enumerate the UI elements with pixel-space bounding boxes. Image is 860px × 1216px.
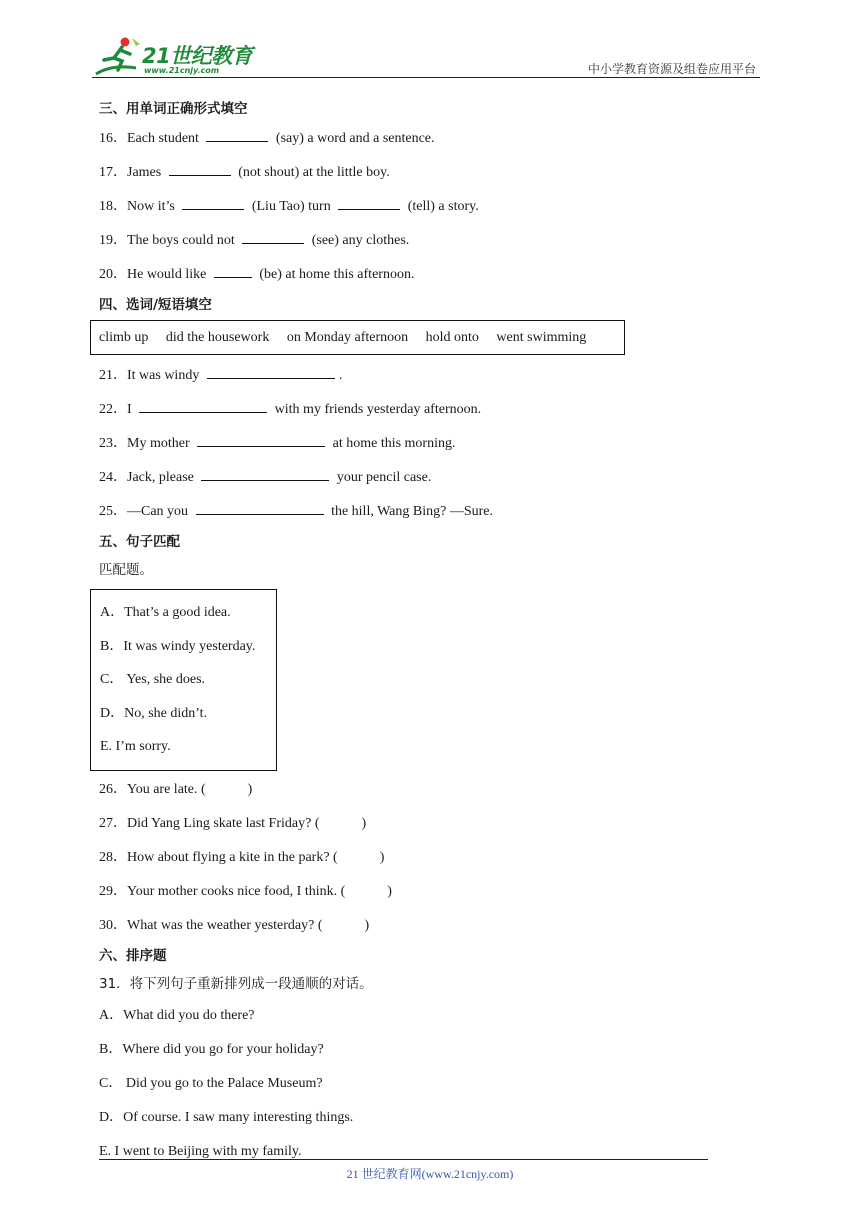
answer-blank[interactable] xyxy=(139,401,267,413)
worksheet-content xyxy=(99,96,699,1169)
question-25: 25．—Can you the hill, Wang Bing? —Sure. xyxy=(99,504,493,519)
question-28: 28．How about flying a kite in the park? ( ) xyxy=(99,850,385,865)
section-instruction: 匹配题。 xyxy=(99,562,153,578)
answer-blank[interactable] xyxy=(206,130,268,142)
question-16: 16．Each student (say) a word and a sentence. xyxy=(99,131,435,146)
word-option: went swimming xyxy=(496,330,587,345)
order-option: D．Of course. I saw many interesting things. xyxy=(99,1110,354,1125)
answer-blank[interactable] xyxy=(196,503,324,515)
question-18: 18．Now it’s (Liu Tao) turn (tell) a story. xyxy=(99,199,479,214)
answer-blank[interactable] xyxy=(201,469,329,481)
question-29: 29．Your mother cooks nice food, I think. ( ) xyxy=(99,884,392,899)
order-option: A．What did you do there? xyxy=(99,1008,255,1023)
runner-icon xyxy=(92,34,142,78)
question-24: 24．Jack, please your pencil case. xyxy=(99,470,432,485)
question-27: 27．Did Yang Ling skate last Friday? ( ) xyxy=(99,816,367,831)
word-option: hold onto xyxy=(425,330,479,345)
answer-blank[interactable] xyxy=(214,266,252,278)
logo-url: www.21cnjy.com xyxy=(144,66,220,75)
word-option: climb up xyxy=(99,330,149,345)
match-option: E. I’m sorry. xyxy=(100,739,171,754)
logo-text: 21世纪教育 xyxy=(142,44,253,68)
match-option: B．It was windy yesterday. xyxy=(100,638,256,654)
answer-blank[interactable] xyxy=(182,198,244,210)
section-title: 三、用单词正确形式填空 xyxy=(99,101,248,117)
question-22: 22．I with my friends yesterday afternoon. xyxy=(99,402,482,417)
section-title: 四、选词/短语填空 xyxy=(99,297,212,313)
answer-blank[interactable] xyxy=(197,435,325,447)
match-option: D．No, she didn’t. xyxy=(100,705,208,721)
platform-name: 中小学教育资源及组卷应用平台 xyxy=(587,62,756,76)
answer-blank[interactable] xyxy=(338,198,400,210)
answer-blank[interactable] xyxy=(207,367,335,379)
order-option: B．Where did you go for your holiday? xyxy=(99,1042,324,1057)
match-option: C． Yes, she does. xyxy=(100,672,206,687)
question-26: 26．You are late. ( ) xyxy=(99,782,253,797)
word-option: on Monday afternoon xyxy=(286,330,409,345)
question-19: 19．The boys could not (see) any clothes. xyxy=(99,233,410,248)
question-31-prompt: 31．将下列句子重新排列成一段通顺的对话。 xyxy=(99,976,373,992)
question-30: 30．What was the weather yesterday? ( ) xyxy=(99,918,370,933)
word-option: did the housework xyxy=(165,330,270,345)
word-bank xyxy=(90,320,625,355)
answer-blank[interactable] xyxy=(242,232,304,244)
order-option: E. I went to Beijing with my family. xyxy=(99,1144,302,1159)
match-options-box xyxy=(90,589,277,771)
section-title: 六、排序题 xyxy=(99,948,167,964)
footer-divider xyxy=(99,1159,708,1160)
page-header xyxy=(92,30,760,80)
question-20: 20．He would like (be) at home this afternoon. xyxy=(99,267,415,282)
logo xyxy=(92,34,262,78)
section-title: 五、句子匹配 xyxy=(99,534,180,550)
header-divider xyxy=(92,77,760,78)
question-17: 17．James (not shout) at the little boy. xyxy=(99,165,390,180)
match-option: A．That’s a good idea. xyxy=(100,605,231,620)
answer-blank[interactable] xyxy=(169,164,231,176)
order-option: C． Did you go to the Palace Museum? xyxy=(99,1076,323,1091)
footer-link[interactable]: 21 世纪教育网(www.21cnjy.com) xyxy=(346,1167,514,1181)
question-21: 21．It was windy . xyxy=(99,368,343,383)
question-23: 23．My mother at home this morning. xyxy=(99,436,456,451)
